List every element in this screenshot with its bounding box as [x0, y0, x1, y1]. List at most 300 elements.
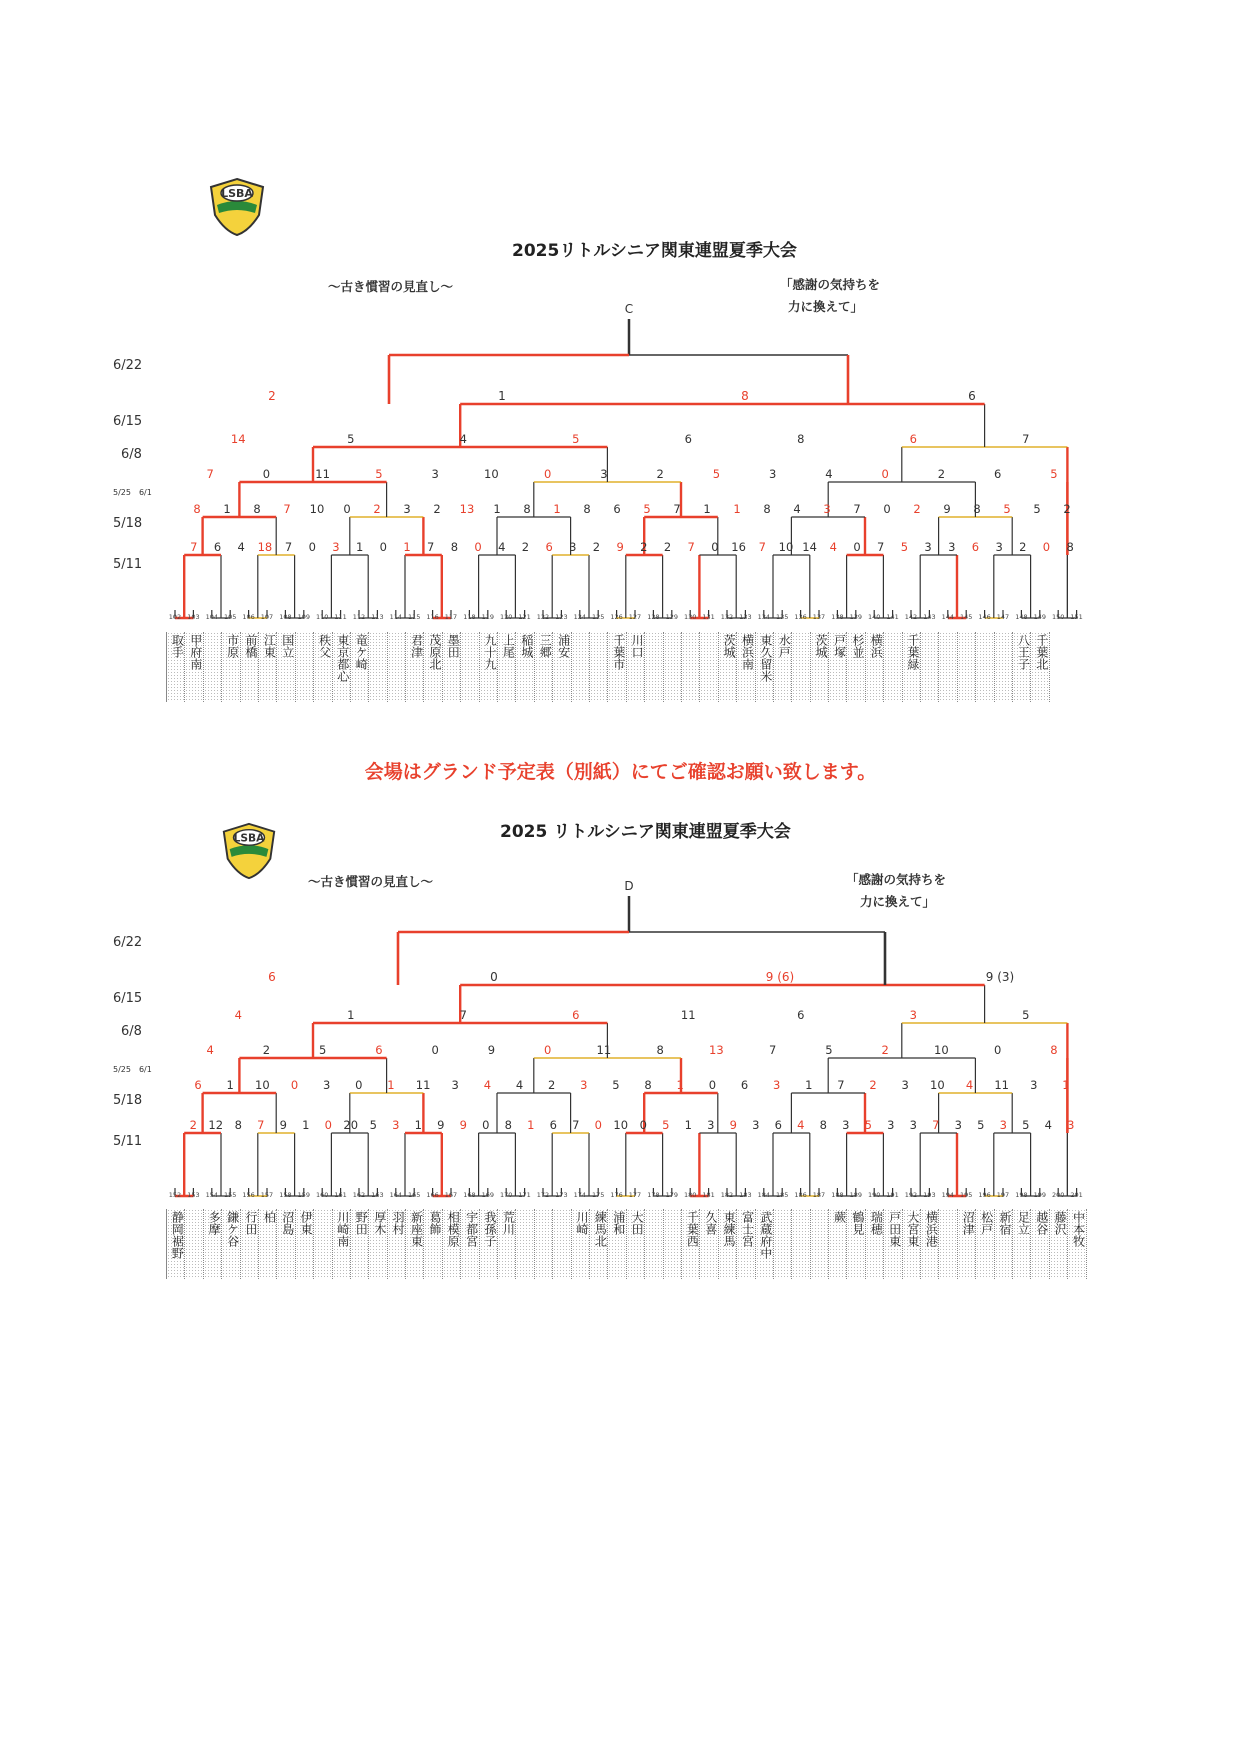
round-score: 0: [543, 1043, 552, 1057]
round-score: 3: [887, 1118, 895, 1132]
round-score: 1: [493, 502, 501, 516]
team-name: [792, 1209, 810, 1279]
round-score: 13: [709, 1043, 724, 1057]
team-name: 茂原北: [424, 632, 442, 702]
match-number: 186: [794, 1191, 807, 1199]
match-number: 122: [536, 613, 550, 621]
match-number: 152: [168, 1191, 182, 1199]
round-score: 4: [965, 1078, 974, 1092]
team-name: [535, 1209, 553, 1279]
round-score: 5: [318, 1043, 327, 1057]
match-number: 190: [867, 1191, 881, 1199]
round-score: 5: [712, 467, 721, 481]
match-number: 192: [904, 1191, 918, 1199]
round-score: 4: [1044, 1118, 1052, 1132]
motto-right-line-2: 力に換えて」: [788, 299, 864, 314]
round-score: 5: [864, 1118, 872, 1132]
match-number: 169: [481, 1191, 495, 1199]
round-score: 0: [290, 1078, 299, 1092]
match-number: 193: [923, 1191, 936, 1199]
match-number: 127: [628, 613, 642, 621]
team-name: 八王子: [1013, 632, 1031, 702]
team-name: 新座東: [406, 1209, 424, 1279]
match-number: 155: [223, 1191, 237, 1199]
round-score: 5: [369, 1118, 377, 1132]
round-score: 6: [545, 540, 553, 554]
round-score: 2: [268, 389, 276, 403]
match-number: 137: [812, 613, 826, 621]
match-number: 141: [886, 613, 899, 621]
match-number: 105: [223, 613, 237, 621]
round-score: 2: [262, 1043, 271, 1057]
round-score: 7: [1022, 432, 1030, 446]
team-name: [314, 1209, 332, 1279]
logo-lettering: LSBA: [233, 831, 265, 845]
match-number: 195: [959, 1191, 973, 1199]
round-score: 4: [797, 1118, 805, 1132]
round-score: 3: [752, 1118, 760, 1132]
team-name: 取手: [167, 632, 185, 702]
round-score: 10: [255, 1078, 270, 1092]
round-score: 1: [347, 1008, 355, 1022]
round-score: 7: [673, 502, 681, 516]
round-score: 11: [415, 1078, 431, 1092]
team-name: [553, 1209, 571, 1279]
round-score: 1: [703, 502, 711, 516]
round-score: 0: [343, 502, 351, 516]
match-number: 145: [959, 613, 973, 621]
round-score: 2: [592, 540, 601, 554]
match-number: 172: [536, 1191, 550, 1199]
team-name: 戸塚: [829, 632, 847, 702]
match-number: 165: [407, 1191, 421, 1199]
motto-right-line-2: 力に換えて」: [860, 894, 936, 909]
round-score: 8: [450, 540, 459, 554]
round-score: 14: [802, 540, 817, 554]
round-score: 6: [213, 540, 222, 554]
team-name: 杉並: [847, 632, 865, 702]
round-score: 7: [257, 1118, 265, 1132]
round-score: 6: [549, 1118, 557, 1132]
match-number: 157: [260, 1191, 274, 1199]
round-score: 1: [733, 502, 741, 516]
team-name: 浦安: [553, 632, 571, 702]
match-number: 177: [628, 1191, 642, 1199]
match-number: 162: [352, 1191, 366, 1199]
round-score: 8: [504, 1118, 512, 1132]
team-name: 竜ケ崎: [351, 632, 369, 702]
round-score: 8: [644, 1078, 652, 1092]
match-number: 106: [242, 613, 255, 621]
venue-notice: 会場はグランド予定表（別紙）にてご確認お願い致します。: [364, 761, 877, 783]
round-score: 3: [842, 1118, 850, 1132]
round-score: 3: [901, 1078, 909, 1092]
match-number: 151: [1070, 613, 1083, 621]
round-score: 8: [253, 502, 261, 516]
round-score: 5: [1022, 1008, 1030, 1022]
round-score: 1: [302, 1118, 310, 1132]
round-score: 9 (3): [985, 970, 1015, 984]
team-name: [645, 1209, 663, 1279]
round-date: 6/15: [113, 414, 143, 429]
team-name: 厚木: [369, 1209, 387, 1279]
match-number: 117: [444, 613, 458, 621]
team-name: 大田: [627, 1209, 645, 1279]
team-name: 茨城: [719, 632, 737, 702]
team-name: 千葉市: [608, 632, 626, 702]
match-number: 185: [775, 1191, 789, 1199]
round-score: 8: [193, 502, 201, 516]
round-score: 8: [741, 389, 749, 403]
team-name: 横浜港: [921, 1209, 939, 1279]
match-number: 188: [831, 1191, 844, 1199]
round-score: 3: [451, 1078, 459, 1092]
motto-right-line-1: 「感謝の気持ちを: [846, 872, 947, 887]
round-score: 9: [943, 502, 951, 516]
team-name: 藤沢: [1050, 1209, 1068, 1279]
round-score: 8: [763, 502, 771, 516]
round-score: 11: [596, 1043, 612, 1057]
round-score: 3: [707, 1118, 715, 1132]
match-number: 120: [499, 613, 513, 621]
round-score: 7: [837, 1078, 845, 1092]
match-number: 198: [1015, 1191, 1028, 1199]
round-score: 5: [662, 1118, 670, 1132]
team-name: 久喜: [700, 1209, 718, 1279]
round-score: 8: [234, 1118, 242, 1132]
team-name: 行田: [241, 1209, 259, 1279]
round-score: 6: [909, 432, 917, 446]
round-score: 6: [194, 1078, 202, 1092]
round-score: 20: [343, 1118, 359, 1132]
team-name: 練馬北: [590, 1209, 608, 1279]
match-number: 171: [518, 1191, 531, 1199]
match-number: 201: [1070, 1191, 1083, 1199]
team-name: 柏: [259, 1209, 277, 1279]
match-number: 143: [923, 613, 936, 621]
round-score: 7: [853, 502, 861, 516]
round-score: 3: [600, 467, 608, 481]
final-label: D: [624, 879, 634, 893]
match-number: 102: [168, 613, 182, 621]
match-number: 103: [187, 613, 200, 621]
team-name: 秩父: [314, 632, 332, 702]
round-score: 5: [572, 432, 580, 446]
match-number: 173: [555, 1191, 568, 1199]
team-name: 鶴見: [847, 1209, 865, 1279]
round-score: 10: [930, 1078, 945, 1092]
match-number: 163: [371, 1191, 384, 1199]
team-name: 千葉北: [1031, 632, 1049, 702]
team-name: 市原: [222, 632, 240, 702]
round-score: 6: [268, 970, 276, 984]
round-score: 0: [711, 540, 719, 554]
round-score: 7: [687, 540, 695, 554]
match-number: 160: [315, 1191, 329, 1199]
team-name: 三郷: [535, 632, 553, 702]
match-number: 129: [665, 613, 679, 621]
round-score: 2: [521, 540, 530, 554]
match-number: 174: [573, 1191, 587, 1199]
round-score: 5: [1050, 467, 1058, 481]
round-score: 6: [971, 540, 980, 554]
match-number: 166: [426, 1191, 439, 1199]
round-score: 9: [487, 1043, 496, 1057]
round-score: 2: [1063, 502, 1071, 516]
team-name: [774, 1209, 792, 1279]
match-number: 110: [315, 613, 329, 621]
match-number: 140: [867, 613, 881, 621]
round-score: 2: [547, 1078, 556, 1092]
round-score: 9: [616, 540, 624, 554]
round-score: 9: [729, 1118, 737, 1132]
team-name: 静岡裾野: [167, 1209, 185, 1279]
round-date: 5/18: [113, 516, 143, 531]
round-score: 7: [284, 540, 293, 554]
round-score: 10: [934, 1043, 949, 1057]
round-score: 3: [823, 502, 831, 516]
round-score: 7: [206, 467, 214, 481]
round-score: 13: [459, 502, 475, 516]
round-score: 1: [387, 1078, 395, 1092]
match-number: 124: [573, 613, 587, 621]
round-score: 1: [684, 1118, 692, 1132]
match-number: 111: [334, 613, 347, 621]
round-score: 0: [355, 1078, 363, 1092]
match-number: 181: [702, 1191, 715, 1199]
team-name: 大宮東: [903, 1209, 921, 1279]
team-name: 松戸: [976, 1209, 994, 1279]
round-score: 7: [459, 1008, 467, 1022]
team-name: 甲府南: [185, 632, 203, 702]
round-score: 0: [431, 1043, 439, 1057]
round-score: 14: [230, 432, 246, 446]
round-score: 4: [206, 1043, 214, 1057]
match-number: 153: [187, 1191, 200, 1199]
match-number: 146: [978, 613, 991, 621]
team-name: [516, 1209, 534, 1279]
team-name: 川崎: [572, 1209, 590, 1279]
round-score: 0: [308, 540, 316, 554]
match-number: 136: [794, 613, 807, 621]
round-score: 0: [708, 1078, 717, 1092]
round-score: 0: [594, 1118, 602, 1132]
team-name: 羽村: [388, 1209, 406, 1279]
match-number: 200: [1051, 1191, 1065, 1199]
team-name: 千葉西: [682, 1209, 700, 1279]
round-score: 1: [805, 1078, 813, 1092]
round-score: 5: [825, 1043, 833, 1057]
round-score: 3: [948, 540, 956, 554]
team-name: 野田: [351, 1209, 369, 1279]
round-score: 0: [883, 502, 891, 516]
round-score: 6: [572, 1008, 580, 1022]
round-score: 6: [684, 432, 692, 446]
match-number: 116: [426, 613, 439, 621]
match-number: 104: [205, 613, 219, 621]
round-score: 3: [999, 1118, 1007, 1132]
round-score: 1: [553, 502, 561, 516]
round-score: 0: [639, 1118, 647, 1132]
round-score: 1: [527, 1118, 535, 1132]
match-number: 199: [1033, 1191, 1047, 1199]
match-number: 132: [720, 613, 734, 621]
team-name: 伊東: [296, 1209, 314, 1279]
round-score: 2: [656, 467, 664, 481]
team-name: 越谷: [1031, 1209, 1049, 1279]
round-score: 7: [572, 1118, 580, 1132]
round-score: 2: [937, 467, 946, 481]
round-score: 2: [913, 502, 921, 516]
round-score: 0: [543, 467, 552, 481]
match-number: 112: [352, 613, 366, 621]
round-score: 2: [881, 1043, 889, 1057]
team-name: 葛飾: [424, 1209, 442, 1279]
round-score: 11: [994, 1078, 1009, 1092]
round-score: 2: [640, 540, 648, 554]
match-number: 168: [463, 1191, 476, 1199]
round-score: 2: [869, 1078, 877, 1092]
round-score: 18: [257, 540, 273, 554]
round-date: 6/8: [121, 1024, 142, 1039]
motto-left: 〜古き慣習の見直し〜: [308, 874, 434, 889]
team-name: 宇都宮: [461, 1209, 479, 1279]
final-label: C: [624, 302, 634, 316]
match-number: 139: [849, 613, 863, 621]
round-score: 9: [279, 1118, 287, 1132]
round-score: 6: [375, 1043, 383, 1057]
round-score: 5: [347, 432, 355, 446]
round-score: 3: [954, 1118, 962, 1132]
team-name: 東久留米: [756, 632, 774, 702]
round-score: 9: [437, 1118, 445, 1132]
round-score: 0: [853, 540, 861, 554]
round-score: 10: [613, 1118, 629, 1132]
round-score: 1: [403, 540, 411, 554]
match-number: 121: [518, 613, 531, 621]
team-name: 川口: [627, 632, 645, 702]
team-name: 沼津: [958, 1209, 976, 1279]
round-score: 3: [392, 1118, 400, 1132]
round-date: 5/11: [113, 1134, 143, 1149]
round-score: 7: [768, 1043, 777, 1057]
round-score: 0: [482, 1118, 490, 1132]
team-name: 君津: [406, 632, 424, 702]
round-score: 1: [355, 540, 364, 554]
round-score: 6: [968, 389, 976, 403]
team-name: 江東: [259, 632, 277, 702]
match-number: 133: [739, 613, 752, 621]
round-score: 3: [909, 1118, 917, 1132]
match-number: 194: [941, 1191, 955, 1199]
match-number: 135: [775, 613, 789, 621]
team-name: 墨田: [443, 632, 461, 702]
round-score: 6: [797, 1008, 805, 1022]
team-name: 九十九: [480, 632, 498, 702]
match-number: 161: [334, 1191, 347, 1199]
match-number: 176: [610, 1191, 623, 1199]
round-date: 6/15: [113, 991, 143, 1006]
match-number: 114: [389, 613, 403, 621]
match-number: 138: [831, 613, 844, 621]
match-number: 107: [260, 613, 274, 621]
round-score: 6: [993, 467, 1002, 481]
round-score: 5: [612, 1078, 620, 1092]
round-score: 8: [1066, 540, 1074, 554]
team-name: 戸田東: [884, 1209, 902, 1279]
team-name: 国立: [277, 632, 295, 702]
round-score: 0: [474, 540, 482, 554]
round-score: 3: [569, 540, 577, 554]
round-score: 10: [778, 540, 794, 554]
round-score: 2: [663, 540, 672, 554]
round-score: 16: [731, 540, 746, 554]
match-number: 128: [647, 613, 660, 621]
round-score: 0: [993, 1043, 1002, 1057]
round-score: 8: [973, 502, 981, 516]
round-score: 4: [459, 432, 467, 446]
round-score: 1: [498, 389, 506, 403]
round-score: 2: [373, 502, 381, 516]
round-score: 8: [656, 1043, 664, 1057]
team-name: 足立: [1013, 1209, 1031, 1279]
round-score: 2: [433, 502, 441, 516]
round-score: 7: [758, 540, 766, 554]
match-number: 113: [371, 613, 384, 621]
match-number: 175: [591, 1191, 605, 1199]
round-score: 3: [403, 502, 411, 516]
round-score: 4: [793, 502, 801, 516]
team-name: 千葉緑: [903, 632, 921, 702]
round-score: 1: [676, 1078, 684, 1092]
round-score: 3: [909, 1008, 917, 1022]
team-name: 瑞穂: [866, 1209, 884, 1279]
round-score: 0: [490, 970, 498, 984]
team-name: 水戸: [774, 632, 792, 702]
match-number: 115: [407, 613, 421, 621]
match-number: 147: [996, 613, 1010, 621]
match-number: 196: [978, 1191, 991, 1199]
round-score: 2: [1019, 540, 1027, 554]
round-score: 4: [829, 540, 837, 554]
match-number: 119: [481, 613, 495, 621]
match-number: 180: [683, 1191, 697, 1199]
team-name: 稲城: [516, 632, 534, 702]
round-score: 5: [900, 540, 909, 554]
round-score: 4: [483, 1078, 492, 1092]
team-name: 横浜: [866, 632, 884, 702]
round-score: 5: [643, 502, 651, 516]
match-number: 164: [389, 1191, 403, 1199]
match-number: 149: [1033, 613, 1047, 621]
round-score: 8: [819, 1118, 827, 1132]
team-list: [166, 1209, 1087, 1279]
round-score: 10: [309, 502, 325, 516]
team-name: [811, 1209, 829, 1279]
match-number: 126: [610, 613, 623, 621]
round-score: 3: [768, 467, 777, 481]
round-date: 5/18: [113, 1093, 143, 1108]
round-score: 4: [234, 1008, 242, 1022]
round-score: 3: [1030, 1078, 1038, 1092]
round-score: 11: [315, 467, 330, 481]
match-number: 178: [647, 1191, 660, 1199]
round-score: 0: [262, 467, 271, 481]
round-date: 6/22: [113, 358, 143, 373]
match-number: 158: [279, 1191, 292, 1199]
page-title: 2025 リトルシニア関東連盟夏季大会: [500, 822, 791, 842]
match-number: 184: [757, 1191, 771, 1199]
